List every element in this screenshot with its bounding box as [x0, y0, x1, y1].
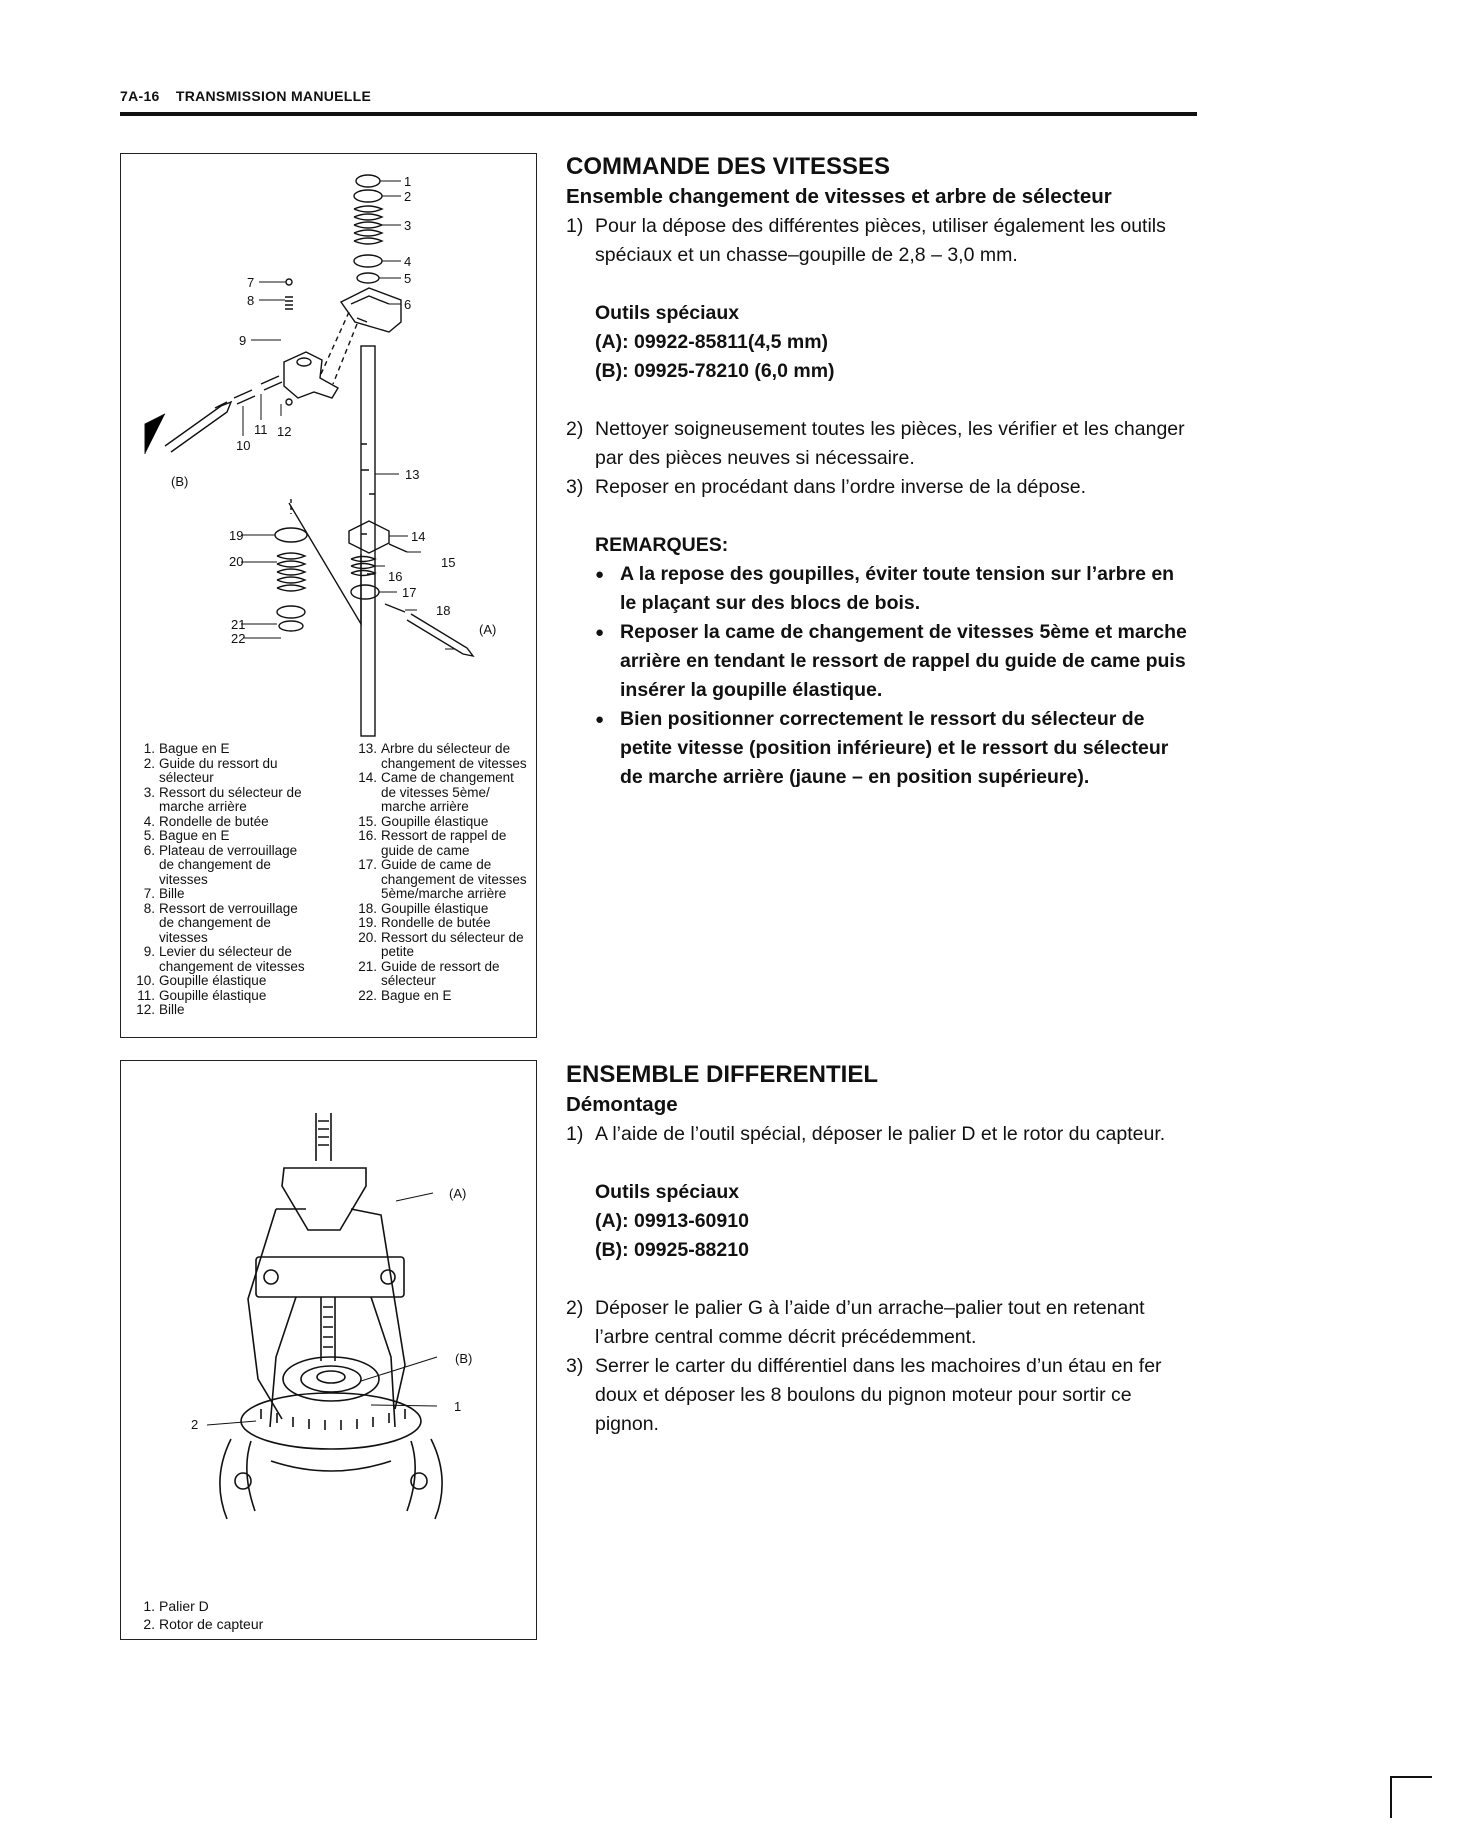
legend-item: 11. Goupille élastique — [137, 987, 267, 1003]
legend-item: 8. Ressort de verrouillage de changement de vitesses — [143, 900, 298, 945]
tool-b: (B): 09925-78210 (6,0 mm) — [595, 360, 835, 382]
legend-item: 16. Ressort de rappel de guide de came — [358, 828, 507, 858]
header-rule — [120, 112, 1197, 116]
callout-21: 21 — [231, 617, 246, 632]
tool-b: (B): 09925-88210 — [595, 1239, 749, 1261]
callout-5: 5 — [404, 271, 412, 286]
legend-item: 15. Goupille élastique — [358, 813, 489, 829]
remarks-list — [566, 560, 1194, 792]
callout-17: 17 — [402, 585, 417, 600]
callout-4: 4 — [404, 254, 412, 269]
page-number: 7A-16 — [120, 88, 160, 104]
callout-20: 20 — [229, 554, 244, 569]
legend-item: 22. Bague en E — [358, 987, 452, 1003]
legend-item: 3. Ressort du sélecteur de marche arrière — [143, 784, 302, 814]
special-tools-title: Outils spéciaux — [595, 1181, 740, 1203]
callout-12: 12 — [277, 424, 292, 439]
page-header — [120, 88, 371, 104]
section-differential — [566, 1060, 1194, 1439]
bearing-puller-illustration — [121, 1061, 536, 1561]
step-3: 3) Serrer le carter du différentiel dans les machoires d’un étau en fer doux et déposer les 8 boulons du pignon moteur pour sortir ce pignon. — [566, 1355, 1162, 1435]
legend-item: 20. Ressort du sélecteur de petite — [358, 929, 524, 959]
legend-item: 13. Arbre du sélecteur de changement de vitesses — [358, 741, 527, 771]
figure2-legend — [135, 1597, 435, 1633]
callout-1: 1 — [404, 174, 412, 189]
remark-item: ● Reposer la came de changement de vitesses 5ème et marche arrière en tendant le ressort de rappel du guide de came puis insérer la goupille élastique. — [595, 618, 1194, 705]
callout-8: 8 — [247, 293, 255, 308]
legend-item: 10. Goupille élastique — [136, 973, 267, 988]
callout-2: 2 — [191, 1417, 199, 1432]
step-2: 2) Nettoyer soigneusement toutes les pièces, les vérifier et les changer par des pièces neuves si nécessaire. — [566, 418, 1185, 469]
step-1: 1) A l’aide de l’outil spécial, déposer le palier D et le rotor du capteur. — [566, 1123, 1166, 1145]
legend-item: 1. Bague en E — [143, 741, 230, 756]
callout-tool-a: (A) — [449, 1186, 467, 1201]
callout-14: 14 — [411, 529, 426, 544]
callout-16: 16 — [388, 569, 403, 584]
callout-11: 11 — [254, 422, 268, 437]
exploded-diagram-shift-shaft — [121, 154, 536, 774]
legend-item: 2. Guide du ressort du sélecteur — [143, 755, 278, 785]
remark-item: ● Bien positionner correctement le ressort du sélecteur de petite vitesse (position inférieure) et le ressort du sélecteur de marche arrière (jaune – en position supérieure). — [595, 705, 1194, 792]
legend-item: 9. Levier du sélecteur de changement de vitesses — [143, 944, 305, 974]
callout-6: 6 — [404, 297, 412, 312]
callout-19: 19 — [229, 528, 244, 543]
step-3: 3) Reposer en procédant dans l’ordre inverse de la dépose. — [566, 476, 1087, 498]
legend-item: 2. Rotor de capteur — [143, 1616, 264, 1632]
callout-13: 13 — [405, 467, 420, 482]
crop-mark — [1390, 1776, 1432, 1818]
callout-1: 1 — [454, 1399, 462, 1414]
figure-bearing-puller — [120, 1060, 537, 1640]
callout-2: 2 — [404, 189, 412, 204]
legend-item: 17. Guide de came de changement de vitesses 5ème/marche arrière — [358, 857, 527, 901]
callout-tool-b: (B) — [171, 474, 189, 489]
step-2: 2) Déposer le palier G à l’aide d’un arrache–palier tout en retenant l’arbre central comme décrit précédemment. — [566, 1297, 1145, 1348]
callout-3: 3 — [404, 218, 412, 233]
legend-item: 5. Bague en E — [143, 828, 230, 843]
callout-9: 9 — [239, 333, 247, 348]
special-tools-title: Outils spéciaux — [595, 302, 740, 324]
legend-item: 4. Rondelle de butée — [143, 813, 269, 829]
section-subtitle: Démontage — [566, 1093, 678, 1116]
figure1-legend-right — [357, 742, 532, 1003]
legend-item: 14. Came de changement de vitesses 5ème/ marche arrière — [358, 770, 514, 814]
section-title: COMMANDE DES VITESSES — [566, 153, 891, 180]
remark-item: ● A la repose des goupilles, éviter toute tension sur l’arbre en le plaçant sur des blocs de bois. — [595, 560, 1194, 618]
section-subtitle: Ensemble changement de vitesses et arbre de sélecteur — [566, 185, 1112, 208]
callout-22: 22 — [231, 631, 246, 646]
figure-shift-selector-assembly — [120, 153, 537, 1038]
callout-18: 18 — [436, 603, 451, 618]
section-title: ENSEMBLE DIFFERENTIEL — [566, 1061, 879, 1088]
callout-tool-b: (B) — [455, 1351, 473, 1366]
chapter-title: TRANSMISSION MANUELLE — [175, 88, 372, 104]
tool-a: (A): 09913-60910 — [595, 1210, 749, 1232]
legend-item: 6. Plateau de verrouillage de changement de vitesses — [143, 842, 298, 887]
section-shift-control — [566, 152, 1194, 792]
callout-15: 15 — [441, 555, 456, 570]
legend-item: 21. Guide de ressort de sélecteur — [358, 958, 500, 988]
callout-10: 10 — [236, 438, 251, 453]
legend-item: 19. Rondelle de butée — [358, 915, 491, 930]
legend-item: 1. Palier D — [143, 1598, 209, 1614]
remarks-title: REMARQUES: — [595, 534, 729, 556]
legend-item: 7. Bille — [143, 886, 185, 901]
callout-tool-a: (A) — [479, 622, 497, 637]
legend-item: 18. Goupille élastique — [358, 900, 489, 916]
figure1-legend-left — [135, 742, 315, 1018]
step-1: 1) Pour la dépose des différentes pièces, utiliser également les outils spéciaux et un chasse–goupille de 2,8 – 3,0 mm. — [566, 215, 1166, 266]
tool-a: (A): 09922-85811(4,5 mm) — [595, 331, 829, 353]
callout-7: 7 — [247, 275, 255, 290]
legend-item: 12. Bille — [136, 1002, 185, 1017]
